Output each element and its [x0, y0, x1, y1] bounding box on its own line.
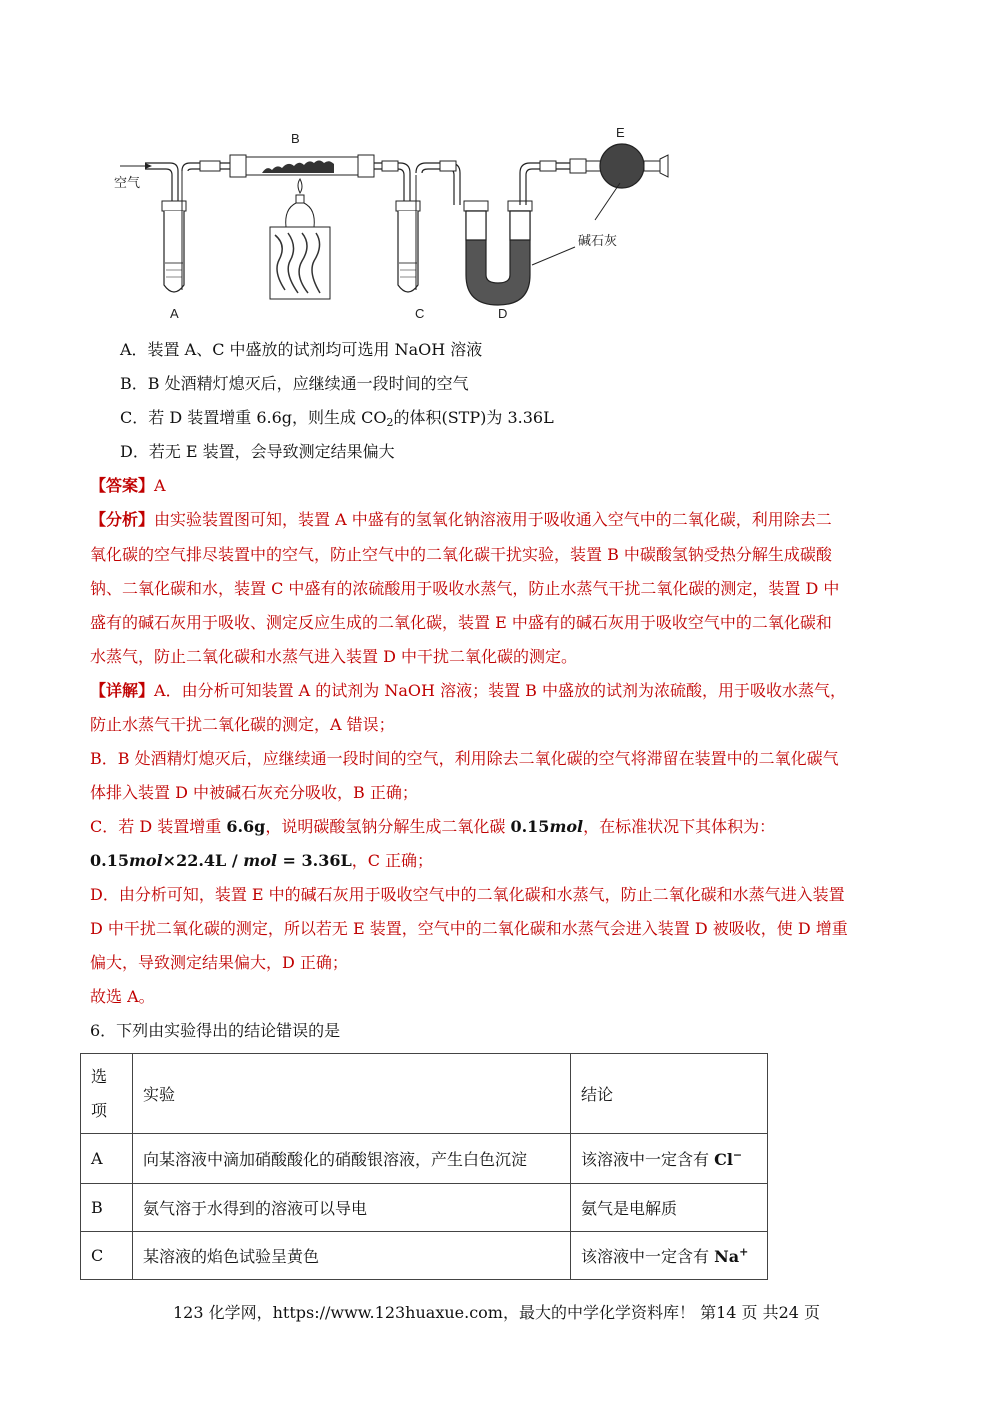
detail-d-line-2: D 中干扰二氧化碳的测定，所以若无 E 装置，空气中的二氧化碳和水蒸气会进入装置 D 被吸收，使 D 增重: [90, 919, 848, 938]
row-experiment: 氨气溶于水得到的溶液可以导电: [133, 1184, 571, 1232]
answer-tag: 【答案】: [90, 476, 155, 495]
label-d: D: [498, 306, 508, 321]
option-a: A．装置 A、C 中盛放的试剂均可选用 NaOH 溶液: [120, 340, 483, 359]
heating-tube-b: [230, 155, 374, 177]
detail-tag: 【详解】: [90, 681, 155, 700]
option-c: C．若 D 装置增重 6.6g，则生成 $CO_2$的体积(STP)为 3.36L: [120, 408, 554, 429]
answer-line: 【答案】A: [90, 476, 166, 495]
label-soda-lime: 碱石灰: [578, 233, 618, 248]
analysis-tag: 【分析】: [90, 510, 155, 529]
detail-c-line-2: 0.15mol×22.4L / mol = 3.36L，C 正确；: [90, 851, 434, 870]
detail-b-line-2: 体排入装置 D 中被碱石灰充分吸收，B 正确；: [90, 783, 418, 802]
row-conclusion: 氨气是电解质: [571, 1184, 768, 1232]
row-experiment: 向某溶液中滴加硝酸酸化的硝酸银溶液，产生白色沉淀: [133, 1134, 571, 1184]
question-6-stem: 6．下列由实验得出的结论错误的是: [90, 1021, 341, 1040]
alcohol-lamp: [270, 179, 330, 299]
u-tube-d: [464, 201, 532, 305]
detail-d-line-3: 偏大，导致测定结果偏大，D 正确；: [90, 953, 348, 972]
apparatus-diagram: [100, 115, 680, 330]
table-row: [81, 1134, 768, 1184]
row-conclusion: 该溶液中一定含有 Cl−: [571, 1134, 768, 1184]
table-header-row: [81, 1054, 768, 1134]
row-conclusion: 该溶液中一定含有 Na+: [571, 1232, 768, 1280]
analysis-line-3: 钠、二氧化碳和水，装置 C 中盛有的浓硫酸用于吸收水蒸气，防止水蒸气干扰二氧化碳的测定，装置 D 中: [90, 579, 840, 598]
header-conclusion: 结论: [571, 1054, 768, 1134]
label-a: A: [170, 306, 179, 321]
header-option: 选 项: [81, 1054, 133, 1134]
test-tube-a: [162, 171, 186, 292]
analysis-line-2: 氧化碳的空气排尽装置中的空气，防止空气中的二氧化碳干扰实验，装置 B 中碳酸氢钠受热分解生成碳酸: [90, 545, 832, 564]
question-6-table: [80, 1053, 768, 1280]
analysis-line-5: 水蒸气，防止二氧化碳和水蒸气进入装置 D 中干扰二氧化碳的测定。: [90, 647, 578, 666]
analysis-line-1: 【分析】由实验装置图可知，装置 A 中盛有的氢氧化钠溶液用于吸收通入空气中的二氧化碳，利用除去二: [90, 510, 832, 529]
detail-d-line-1: D．由分析可知，装置 E 中的碱石灰用于吸收空气中的二氧化碳和水蒸气，防止二氧化碳和水蒸气进入装置: [90, 885, 845, 904]
row-option: C: [81, 1232, 133, 1280]
table-row: [81, 1184, 768, 1232]
option-d: D．若无 E 装置，会导致测定结果偏大: [120, 442, 395, 461]
drying-tube-e: [570, 144, 668, 188]
option-b: B．B 处酒精灯熄灭后，应继续通一段时间的空气: [120, 374, 469, 393]
row-option: A: [81, 1134, 133, 1184]
detail-c-line-1: C．若 D 装置增重 6.6g，说明碳酸氢钠分解生成二氧化碳 0.15mol，在标准状况下其体积为：: [90, 817, 776, 836]
label-b: B: [291, 131, 300, 146]
detail-b-line-1: B．B 处酒精灯熄灭后，应继续通一段时间的空气，利用除去二氧化碳的空气将滞留在装置中的二氧化碳气: [90, 749, 839, 768]
row-experiment: 某溶液的焰色试验呈黄色: [133, 1232, 571, 1280]
label-c: C: [415, 306, 425, 321]
test-tube-c: [396, 175, 420, 292]
row-option: B: [81, 1184, 133, 1232]
header-experiment: 实验: [133, 1054, 571, 1134]
detail-conclusion: 故选 A。: [90, 987, 155, 1006]
label-e: E: [616, 125, 625, 140]
label-air: 空气: [114, 175, 141, 190]
detail-a-line-2: 防止水蒸气干扰二氧化碳的测定，A 错误；: [90, 715, 395, 734]
page-footer: 123 化学网，https://www.123huaxue.com，最大的中学化学资料库！ 第14 页 共24 页: [172, 1303, 821, 1322]
detail-a-line-1: 【详解】A．由分析可知装置 A 的试剂为 NaOH 溶液；装置 B 中盛放的试剂为浓硫酸，用于吸收水蒸气，: [90, 681, 847, 700]
analysis-line-4: 盛有的碱石灰用于吸收、测定反应生成的二氧化碳，装置 E 中盛有的碱石灰用于吸收空气中的二氧化碳和: [90, 613, 832, 632]
table-row: [81, 1232, 768, 1280]
